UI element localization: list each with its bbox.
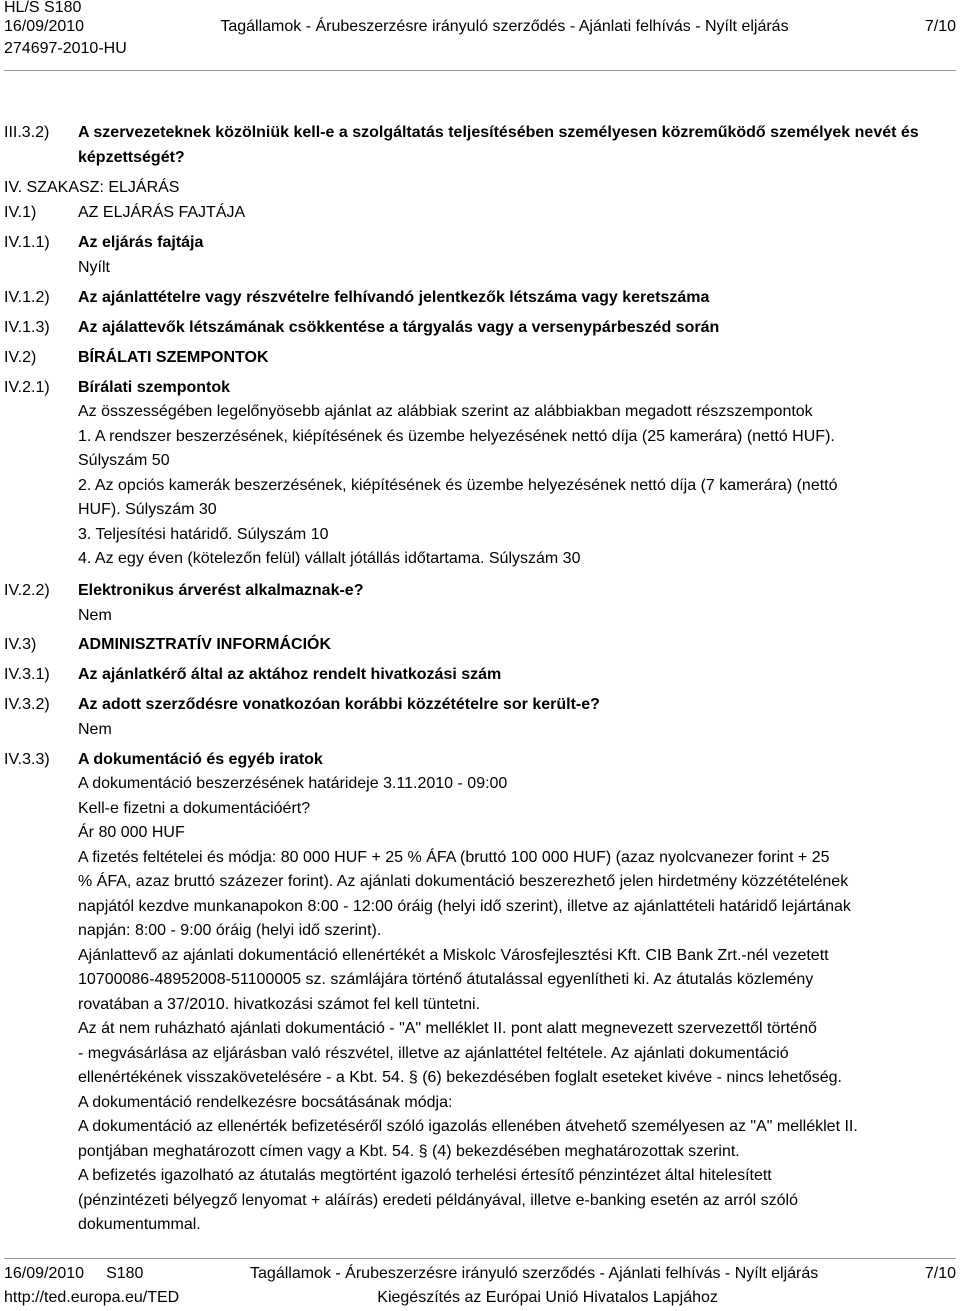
text-line: napjától kezdve munkanapokon 8:00 - 12:00 óráig (helyi idő szerint), illetve az ajánlattételi határidő lejártának — [78, 897, 851, 915]
section-title: AZ ELJÁRÁS FAJTÁJA — [78, 204, 246, 221]
section-title: ADMINISZTRATÍV INFORMÁCIÓK — [78, 636, 332, 653]
text-line: (pénzintézeti bélyegző lenyomat + aláírás) eredeti példányával, illetve e-banking esetén az arról szóló — [78, 1191, 798, 1209]
page-footer — [4, 1262, 956, 1310]
text-line: pontjában meghatározott címen vagy a Kbt. 54. § (4) bekezdésében meghatározottak szerint. — [78, 1142, 740, 1160]
section-number: IV.3.1) — [4, 666, 50, 683]
text-line: A dokumentáció rendelkezésre bocsátásának módja: — [78, 1093, 453, 1111]
header-divider — [4, 70, 956, 71]
text-line: 10700086-48952008-51100005 sz. számlájára történő átutalással egyenlítheti ki. Az átutalás közlemény — [78, 971, 814, 988]
section-title: Az eljárás fajtája — [78, 234, 204, 251]
section-number: IV.2.1) — [4, 379, 50, 396]
header-date: 16/09/2010 — [4, 18, 85, 35]
header-title: Tagállamok - Árubeszerzésre irányuló szerződés - Ajánlati felhívás - Nyílt eljárás — [220, 18, 789, 35]
footer-divider — [4, 1258, 956, 1259]
section-number: III.3.2) — [4, 124, 50, 141]
header-page: 7/10 — [924, 18, 956, 35]
text-line: Az összességében legelőnyösebb ajánlat az alábbiak szerint az alábbiakban megadott részszempontok — [78, 403, 813, 420]
section-title: Elektronikus árverést alkalmaznak-e? — [78, 582, 364, 599]
section-title: Az ajálattevők létszámának csökkentése a tárgyalás vagy a versenypárbeszéd során — [78, 319, 720, 336]
section-number: IV.1.1) — [4, 234, 50, 251]
text-line: Ajánlattevő az ajánlati dokumentáció ellenértékét a Miskolc Városfejlesztési Kft. CIB Bank Zrt.-nél vezetett — [78, 946, 829, 964]
section-number: IV.3) — [4, 636, 37, 653]
section-title: Az ajánlattételre vagy részvételre felhívandó jelentkezők létszáma vagy keretszáma — [78, 289, 710, 306]
section-title: A dokumentáció és egyéb iratok — [78, 751, 323, 768]
section-number: IV.1.2) — [4, 289, 50, 306]
text-line: Súlyszám 50 — [78, 452, 170, 469]
section-value: Nyílt — [78, 259, 110, 276]
section-title: Bírálati szempontok — [78, 379, 231, 396]
footer-row-2 — [4, 1286, 956, 1310]
text-line: A dokumentáció beszerzésének határideje 3.11.2010 - 09:00 — [78, 775, 508, 792]
text-line: rovatában a 37/2010. hivatkozási számot fel kell tüntetni. — [78, 995, 481, 1013]
section-number: IV.3.2) — [4, 696, 50, 713]
footer-publisher: Kiegészítés az Európai Unió Hivatalos Lapjához — [377, 1289, 718, 1306]
text-line: - megvásárlása az eljárásban való részvétel, illetve az ajánlattétel feltétele. Az ajánlati dokumentáció — [78, 1044, 789, 1062]
text-line: 4. Az egy éven (kötelezőn felül) vállalt jótállás időtartama. Súlyszám 30 — [78, 550, 581, 567]
section-title: BÍRÁLATI SZEMPONTOK — [78, 349, 269, 366]
section-number: IV.1.3) — [4, 319, 50, 336]
text-line: 2. Az opciós kamerák beszerzésének, kiépítésének és üzembe helyezésének nettó díja (7 kamerára) (nettó — [78, 476, 838, 494]
text-line: HUF). Súlyszám 30 — [78, 501, 217, 518]
text-line: A fizetés feltételei és módja: 80 000 HUF + 25 % ÁFA (bruttó 100 000 HUF) (azaz nyolcvanezer forint + 25 — [78, 848, 830, 866]
text-line: napján: 8:00 - 9:00 óráig (helyi idő szerint). — [78, 922, 382, 939]
header-row — [4, 16, 956, 38]
section-number: IV.2.2) — [4, 582, 50, 599]
text-line: A befizetés igazolható az átutalás megtörtént igazoló terhelési értesítő pénzintézet által hitelesített — [78, 1167, 772, 1184]
text-line: Az át nem ruházható ajánlati dokumentáció - "A" melléklet II. pont alatt megnevezett szervezettől történő — [78, 1020, 817, 1037]
text-line: dokumentummal. — [78, 1216, 201, 1233]
section-value: Nem — [78, 721, 112, 738]
footer-date: 16/09/2010 — [4, 1265, 85, 1282]
doc-type: HL/S S180 — [4, 0, 82, 16]
text-line: 3. Teljesítési határidő. Súlyszám 10 — [78, 525, 329, 543]
doc-id: 274697-2010-HU — [4, 40, 127, 57]
text-line: A dokumentáció az ellenérték befizetéséről szóló igazolás ellenében átvehető személyesen az "A" melléklet II. — [78, 1118, 858, 1135]
footer-page: 7/10 — [924, 1265, 956, 1282]
section-title: A szervezeteknek közölniük kell-e a szolgáltatás teljesítésében személyesen közreműködő személyek nevét és képzettségét? — [78, 124, 919, 166]
section-title: Az ajánlatkérő által az aktához rendelt hivatkozási szám — [78, 666, 502, 683]
footer-row — [4, 1262, 956, 1286]
section-number: IV.1) — [4, 204, 37, 221]
text-line: 1. A rendszer beszerzésének, kiépítésének és üzembe helyezésének nettó díja (25 kamerára) (nettó HUF). — [78, 427, 835, 445]
section-value: Nem — [78, 607, 112, 624]
page-header — [4, 0, 956, 60]
section-number: IV.3.3) — [4, 751, 50, 768]
part-title: IV. SZAKASZ: ELJÁRÁS — [4, 179, 180, 196]
text-line: Ár 80 000 HUF — [78, 824, 185, 841]
section-number: IV.2) — [4, 349, 37, 366]
text-line: Kell-e fizetni a dokumentációért? — [78, 799, 311, 817]
footer-title: Tagállamok - Árubeszerzésre irányuló szerződés - Ajánlati felhívás - Nyílt eljárás — [250, 1265, 819, 1282]
footer-url: http://ted.europa.eu/TED — [4, 1289, 180, 1306]
footer-series: S180 — [106, 1265, 144, 1282]
section-title: Az adott szerződésre vonatkozóan korábbi közzétételre sor került-e? — [78, 696, 600, 713]
text-line: ellenértékének visszakövetelésére - a Kbt. 54. § (6) bekezdésében foglalt eseteket kivéve - nincs lehetőség. — [78, 1069, 842, 1086]
text-line: % ÁFA, azaz bruttó százezer forint). Az ajánlati dokumentáció beszerezhető jelen hirdetmény közzétételének — [78, 873, 849, 890]
